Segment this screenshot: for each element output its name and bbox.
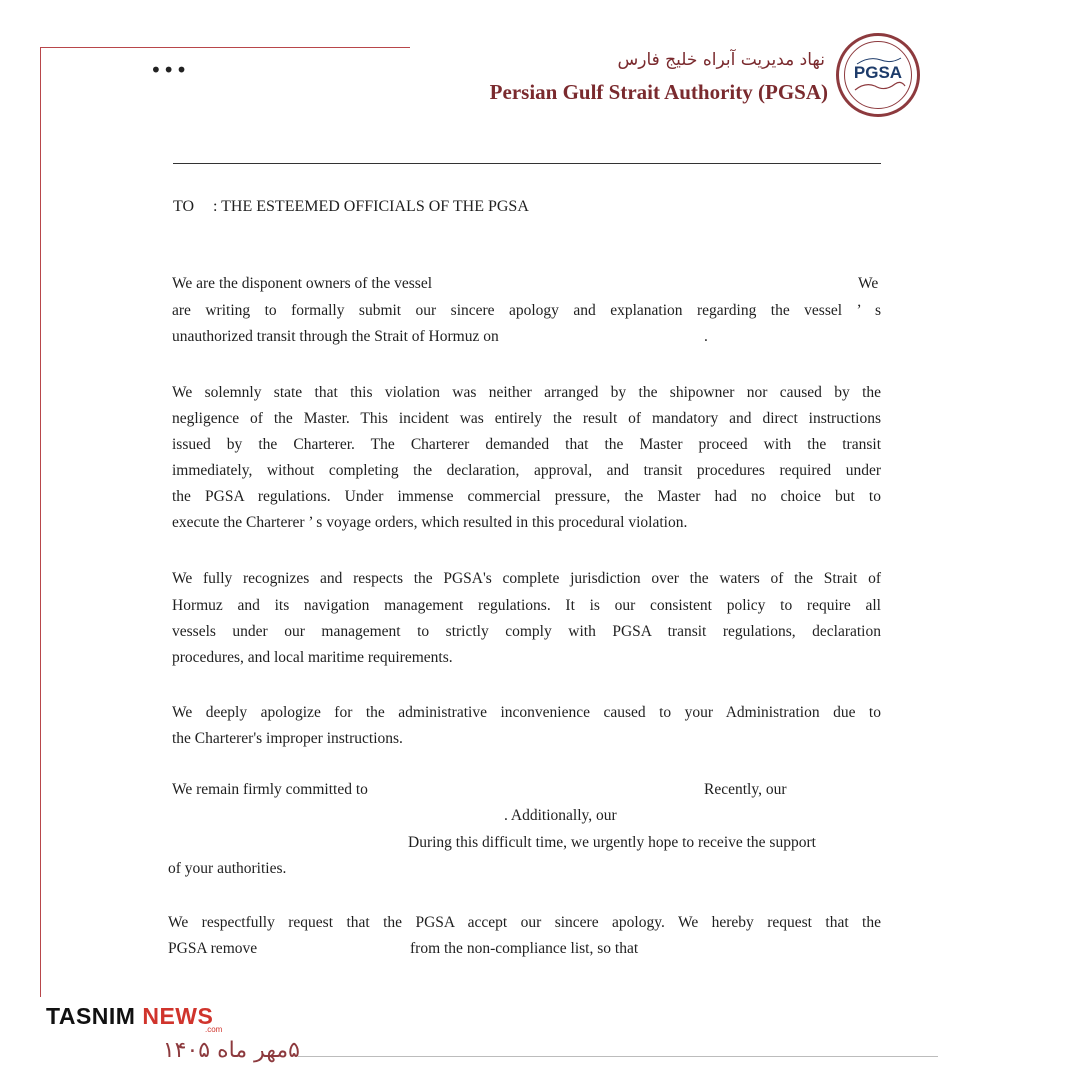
brand-news: NEWS: [142, 1003, 214, 1029]
p2-line-4: immediately, without completing the declaration, approval, and transit procedures required under: [172, 462, 881, 479]
tasnim-news-logo: [46, 1003, 213, 1030]
p1-line-3: unauthorized transit through the Strait of Hormuz on: [172, 328, 499, 345]
more-dots-icon[interactable]: •••: [150, 58, 189, 82]
p6-line-2b: from the non-compliance list, so that: [410, 940, 639, 957]
p5-line-3: During this difficult time, we urgently hope to receive the support: [408, 834, 816, 851]
p4-line-2: the Charterer's improper instructions.: [172, 730, 403, 747]
persian-date: ۵مهر ماه ۱۴۰۵: [162, 1038, 300, 1063]
org-name-persian: نهاد مدیریت آبراه خلیج فارس: [617, 50, 825, 70]
p1-line-3-end: .: [704, 328, 708, 345]
brand-tasnim: TASNIM: [46, 1003, 136, 1029]
frame-left-border: [40, 47, 41, 997]
p5-line-4: of your authorities.: [168, 860, 287, 877]
pgsa-logo: [836, 33, 920, 117]
to-label: TO: [173, 198, 195, 215]
p6-line-2a: PGSA remove: [168, 940, 258, 957]
p2-line-6: execute the Charterer ’ s voyage orders, which resulted in this procedural violation.: [172, 514, 688, 531]
p2-line-1: We solemnly state that this violation was neither arranged by the shipowner nor caused by the: [172, 384, 881, 401]
date-underline: [298, 1056, 938, 1057]
header-divider: [173, 163, 881, 164]
p1-line-1b: We: [858, 275, 879, 292]
p3-line-2: Hormuz and its navigation management regulations. It is our consistent policy to require all: [172, 597, 881, 614]
p5-line-1a: We remain firmly committed to: [172, 781, 368, 798]
p6-line-1: We respectfully request that the PGSA accept our sincere apology. We hereby request that the: [168, 914, 881, 931]
p3-line-4: procedures, and local maritime requirements.: [172, 649, 453, 666]
p5-line-2: . Additionally, our: [504, 807, 617, 824]
p3-line-3: vessels under our management to strictly comply with PGSA transit regulations, declaration: [172, 623, 881, 640]
p5-line-1b: Recently, our: [704, 781, 787, 798]
frame-top-border: [40, 47, 410, 48]
p4-line-1: We deeply apologize for the administrative inconvenience caused to your Administration due to: [172, 704, 881, 721]
p1-line-2: are writing to formally submit our sincere apology and explanation regarding the vessel ’ s: [172, 302, 881, 319]
logo-text: PGSA: [853, 63, 903, 82]
brand-domain: .com: [205, 1025, 223, 1034]
p2-line-2: negligence of the Master. This incident was entirely the result of mandatory and direct instructions: [172, 410, 881, 427]
p3-line-1: We fully recognizes and respects the PGSA's complete jurisdiction over the waters of the Strait of: [172, 570, 881, 587]
p2-line-3: issued by the Charterer. The Charterer demanded that the Master proceed with the transit: [172, 436, 881, 453]
p1-line-1a: We are the disponent owners of the vessel: [172, 275, 433, 292]
p2-line-5: the PGSA regulations. Under immense commercial pressure, the Master had no choice but to: [172, 488, 881, 505]
to-value: : THE ESTEEMED OFFICIALS OF THE PGSA: [213, 198, 529, 215]
org-name-english: Persian Gulf Strait Authority (PGSA): [489, 80, 828, 104]
